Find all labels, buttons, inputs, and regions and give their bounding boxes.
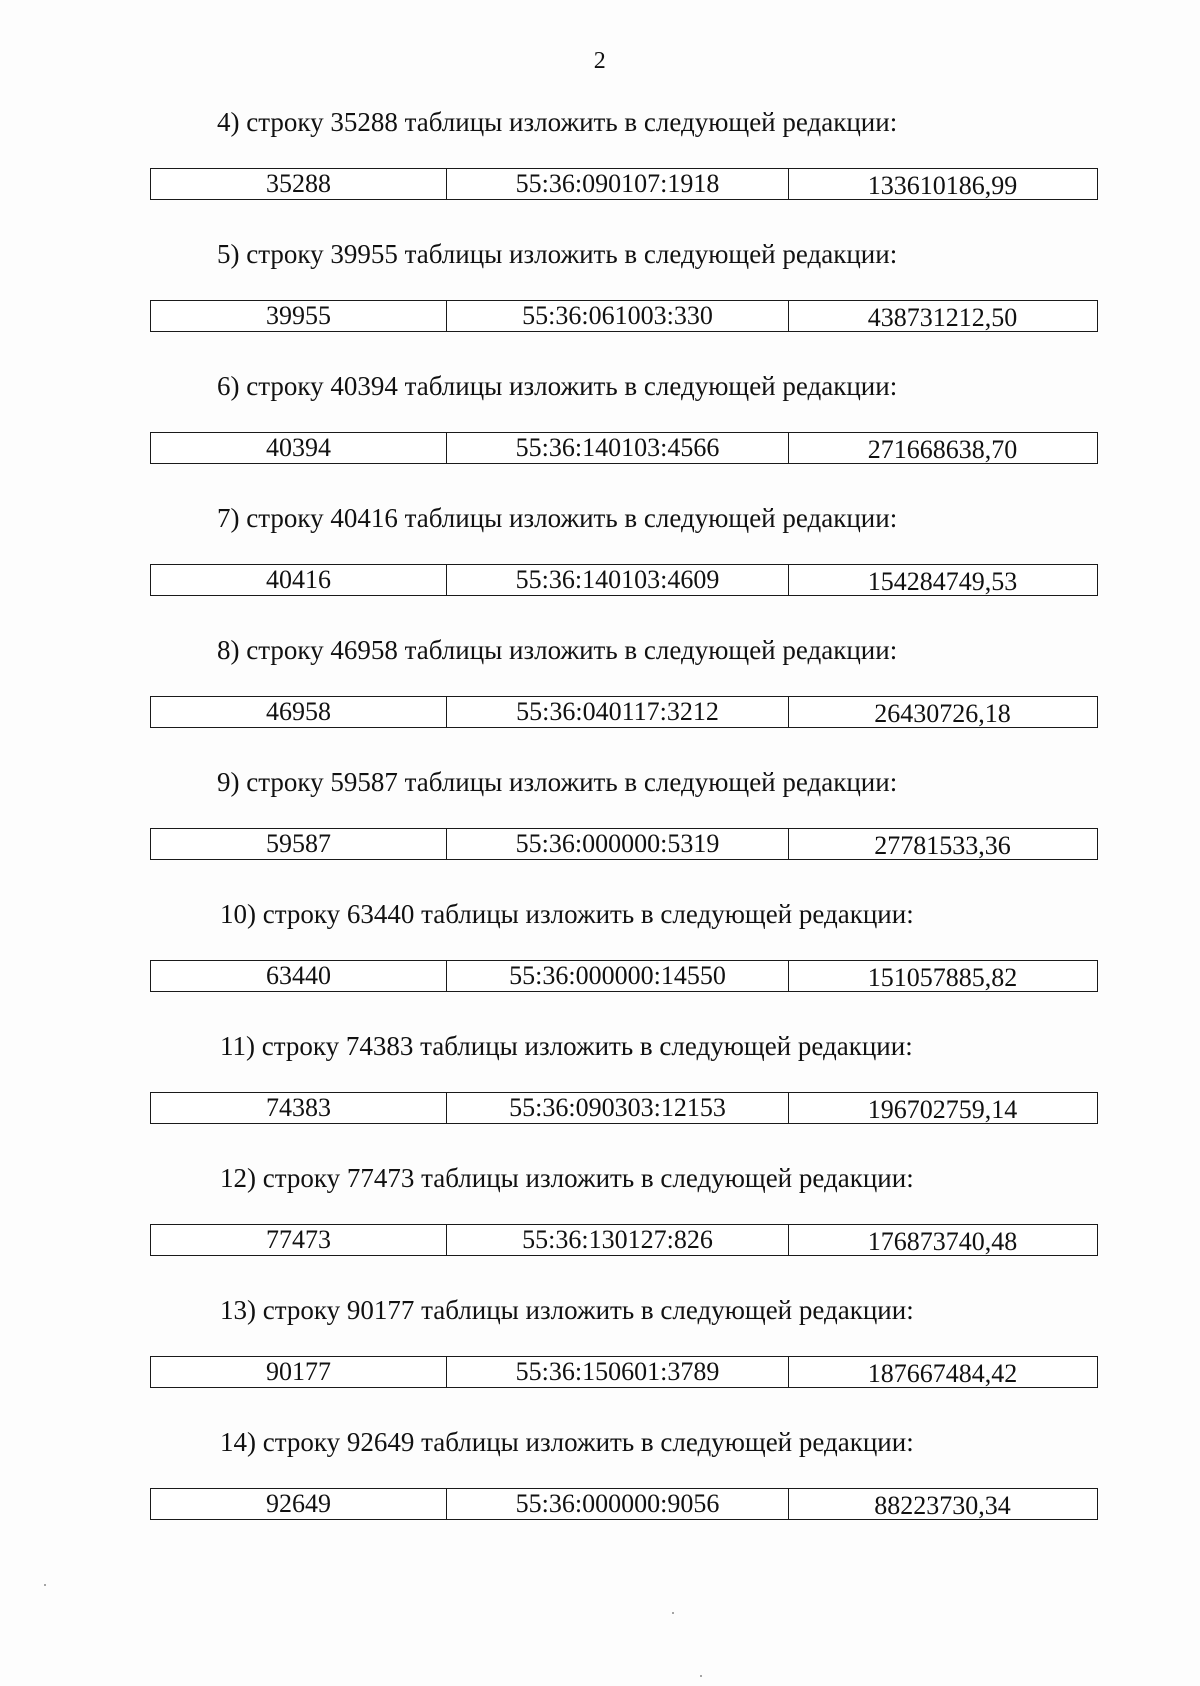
- page-number: 2: [593, 48, 607, 74]
- cadastral-number-cell: 55:36:000000:5319: [447, 829, 789, 859]
- cadastral-number-cell: 55:36:150601:3789: [447, 1357, 789, 1387]
- amendment-item: [0, 236, 1200, 368]
- row-number-cell: 63440: [151, 961, 447, 991]
- amendment-text: 11) строку 74383 таблицы изложить в следующей редакции:: [220, 1031, 913, 1061]
- amendment-table-row: [150, 1488, 1098, 1520]
- row-number-cell: 77473: [151, 1225, 447, 1255]
- amendment-item: [0, 368, 1200, 500]
- cadastral-value-cell: 438731212,50: [867, 303, 1018, 331]
- cadastral-value-cell: 187667484,42: [867, 1359, 1018, 1387]
- amendment-table-row: [150, 564, 1098, 596]
- amendment-text: 9) строку 59587 таблицы изложить в следующей редакции:: [217, 767, 898, 797]
- amendment-text: 5) строку 39955 таблицы изложить в следующей редакции:: [217, 239, 898, 269]
- scan-speck: [700, 1675, 702, 1677]
- amendment-item: [0, 1424, 1200, 1556]
- cadastral-number-cell: 55:36:090107:1918: [447, 169, 789, 199]
- amendment-table-row: [150, 828, 1098, 860]
- cadastral-number-cell: 55:36:090303:12153: [447, 1093, 789, 1123]
- amendment-table-row: [150, 696, 1098, 728]
- row-number-cell: 40394: [151, 433, 447, 463]
- cadastral-number-cell: 55:36:040117:3212: [447, 697, 789, 727]
- cadastral-value-cell: 154284749,53: [867, 567, 1018, 595]
- amendment-text: 8) строку 46958 таблицы изложить в следующей редакции:: [217, 635, 898, 665]
- amendment-text: 12) строку 77473 таблицы изложить в следующей редакции:: [220, 1163, 914, 1193]
- cadastral-number-cell: 55:36:000000:14550: [447, 961, 789, 991]
- cadastral-number-cell: 55:36:061003:330: [447, 301, 789, 331]
- amendment-text: 4) строку 35288 таблицы изложить в следующей редакции:: [217, 107, 898, 137]
- amendment-table-row: [150, 300, 1098, 332]
- amendment-table-row: [150, 960, 1098, 992]
- cadastral-value-cell: 133610186,99: [867, 171, 1018, 199]
- cadastral-number-cell: 55:36:130127:826: [447, 1225, 789, 1255]
- amendment-item: [0, 764, 1200, 896]
- cadastral-value-cell: 271668638,70: [867, 435, 1018, 463]
- row-number-cell: 90177: [151, 1357, 447, 1387]
- row-number-cell: 35288: [151, 169, 447, 199]
- cadastral-value-cell: 88223730,34: [874, 1491, 1011, 1519]
- amendment-item: [0, 104, 1200, 236]
- amendment-table-row: [150, 432, 1098, 464]
- amendment-text: 7) строку 40416 таблицы изложить в следующей редакции:: [217, 503, 898, 533]
- cadastral-value-cell: 26430726,18: [874, 699, 1011, 727]
- row-number-cell: 46958: [151, 697, 447, 727]
- amendment-list: [0, 104, 1200, 1556]
- row-number-cell: 39955: [151, 301, 447, 331]
- amendment-table-row: [150, 1356, 1098, 1388]
- amendment-text: 13) строку 90177 таблицы изложить в следующей редакции:: [220, 1295, 914, 1325]
- amendment-item: [0, 500, 1200, 632]
- cadastral-value-cell: 151057885,82: [867, 963, 1018, 991]
- cadastral-value-cell: 27781533,36: [874, 831, 1011, 859]
- row-number-cell: 92649: [151, 1489, 447, 1519]
- cadastral-number-cell: 55:36:140103:4566: [447, 433, 789, 463]
- row-number-cell: 74383: [151, 1093, 447, 1123]
- cadastral-value-cell: 176873740,48: [867, 1227, 1018, 1255]
- row-number-cell: 59587: [151, 829, 447, 859]
- scan-speck: [672, 1612, 674, 1614]
- cadastral-value-cell: 196702759,14: [867, 1095, 1018, 1123]
- amendment-table-row: [150, 1092, 1098, 1124]
- amendment-text: 14) строку 92649 таблицы изложить в следующей редакции:: [220, 1427, 914, 1457]
- cadastral-number-cell: 55:36:140103:4609: [447, 565, 789, 595]
- amendment-table-row: [150, 1224, 1098, 1256]
- amendment-table-row: [150, 168, 1098, 200]
- amendment-text: 10) строку 63440 таблицы изложить в следующей редакции:: [220, 899, 914, 929]
- amendment-item: [0, 1160, 1200, 1292]
- cadastral-number-cell: 55:36:000000:9056: [447, 1489, 789, 1519]
- scan-speck: [44, 1584, 46, 1586]
- amendment-text: 6) строку 40394 таблицы изложить в следующей редакции:: [217, 371, 898, 401]
- amendment-item: [0, 632, 1200, 764]
- amendment-item: [0, 1292, 1200, 1424]
- amendment-item: [0, 896, 1200, 1028]
- amendment-item: [0, 1028, 1200, 1160]
- row-number-cell: 40416: [151, 565, 447, 595]
